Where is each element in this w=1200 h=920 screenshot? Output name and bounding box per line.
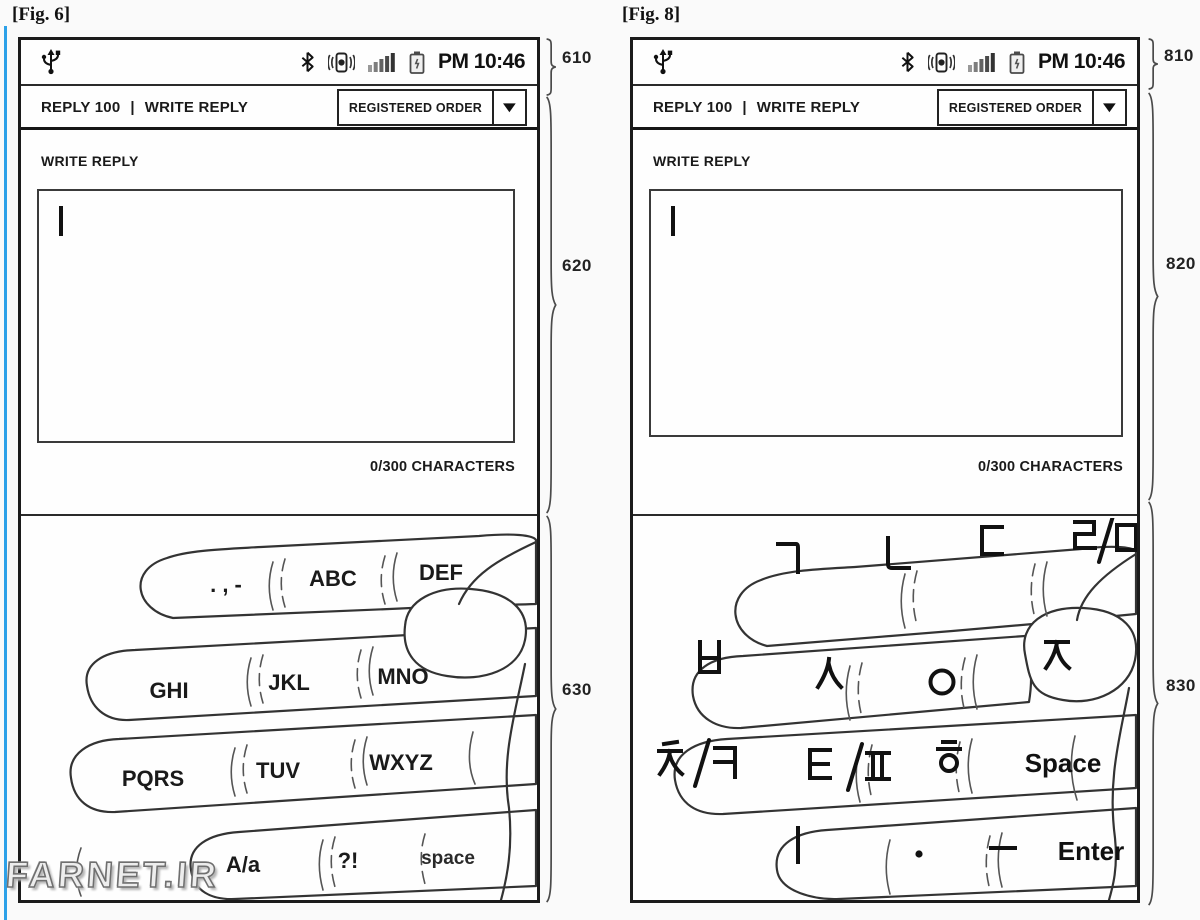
- signal-strength-icon: [368, 52, 396, 72]
- key-mno[interactable]: MNO: [377, 664, 429, 689]
- brace-810: [1146, 39, 1159, 89]
- bluetooth-icon: [900, 51, 915, 73]
- dropdown-arrow-box[interactable]: [492, 91, 525, 124]
- key-ghi[interactable]: GHI: [149, 678, 189, 703]
- text-cursor: [59, 206, 63, 236]
- brace-610: [544, 39, 557, 95]
- usb-connected-icon: [651, 48, 675, 76]
- battery-icon: [409, 51, 425, 74]
- status-bar: [633, 40, 1137, 86]
- dropdown-arrow-icon: ▼: [1098, 99, 1121, 116]
- finger-keyboard-area: [633, 518, 1137, 900]
- registered-order-button[interactable]: [937, 89, 1127, 126]
- reply-textarea[interactable]: [649, 189, 1123, 437]
- key-def[interactable]: DEF: [419, 560, 463, 585]
- key-space[interactable]: Space: [1024, 748, 1102, 778]
- header-separator: |: [742, 99, 747, 116]
- key-symbols[interactable]: ?!: [337, 848, 359, 873]
- clock: PM 10:46: [1037, 50, 1125, 73]
- key-space[interactable]: space: [421, 848, 475, 869]
- brace-830: [1146, 502, 1159, 905]
- key-digeut[interactable]: [982, 527, 1002, 554]
- char-counter: 0/300 CHARACTERS: [977, 459, 1123, 475]
- reply-count: REPLY 100: [653, 99, 733, 116]
- compose-section: [633, 133, 1137, 516]
- figure-label-fig8: [Fig. 8]: [622, 4, 681, 25]
- key-jkl[interactable]: JKL: [268, 670, 310, 695]
- brace-820: [1146, 93, 1159, 500]
- battery-icon: [1009, 51, 1025, 74]
- bluetooth-icon: [300, 51, 315, 73]
- char-counter: 0/300 CHARACTERS: [369, 459, 515, 475]
- hand-keyboard-illustration: [633, 518, 1137, 900]
- watermark: FARNET.IR: [4, 854, 221, 895]
- write-reply-menu[interactable]: WRITE REPLY: [756, 99, 861, 116]
- text-cursor: [671, 206, 675, 236]
- brace-620: [544, 97, 557, 513]
- finger-ring: [71, 715, 536, 812]
- header-separator: |: [130, 99, 135, 116]
- ref-630: 630: [562, 680, 592, 699]
- key-punct[interactable]: . , -: [210, 572, 242, 597]
- ref-810: 810: [1164, 46, 1194, 65]
- reply-header: [21, 88, 537, 130]
- write-reply-menu[interactable]: WRITE REPLY: [144, 99, 249, 116]
- ref-610: 610: [562, 48, 592, 67]
- clock: PM 10:46: [437, 50, 525, 73]
- key-pqrs[interactable]: PQRS: [121, 766, 185, 791]
- finger-middle: [693, 636, 1032, 728]
- phone-screen-fig6: [18, 37, 540, 903]
- key-abc[interactable]: ABC: [309, 566, 357, 591]
- key-wxyz[interactable]: WXYZ: [369, 750, 433, 775]
- ref-620: 620: [562, 256, 592, 275]
- dropdown-arrow-icon: ▼: [498, 99, 521, 116]
- left-edge-line: [4, 26, 7, 920]
- signal-strength-icon: [968, 52, 996, 72]
- dropdown-arrow-box[interactable]: [1092, 91, 1125, 124]
- vibrate-mode-icon: [928, 52, 955, 73]
- key-enter[interactable]: Enter: [1057, 836, 1125, 866]
- write-reply-label: WRITE REPLY: [41, 153, 139, 169]
- figure-label-fig6: [Fig. 6]: [12, 4, 71, 25]
- ref-820: 820: [1166, 254, 1196, 273]
- ref-830: 830: [1166, 676, 1196, 695]
- compose-section: [21, 133, 537, 516]
- brace-630: [544, 516, 557, 902]
- thumb: [1024, 608, 1136, 701]
- registered-order-button[interactable]: [337, 89, 527, 126]
- reply-count: REPLY 100: [41, 99, 121, 116]
- usb-connected-icon: [39, 48, 63, 76]
- key-dot[interactable]: [915, 850, 922, 857]
- status-bar: [21, 40, 537, 86]
- finger-keyboard-area: [21, 518, 537, 900]
- key-shift[interactable]: A/a: [225, 852, 261, 877]
- phone-screen-fig8: [630, 37, 1140, 903]
- key-tuv[interactable]: TUV: [256, 758, 300, 783]
- vibrate-mode-icon: [328, 52, 355, 73]
- write-reply-label: WRITE REPLY: [653, 153, 751, 169]
- reply-textarea[interactable]: [37, 189, 515, 443]
- reply-header: [633, 88, 1137, 130]
- key-giyeok[interactable]: [778, 544, 798, 572]
- registered-order-label: REGISTERED ORDER: [348, 100, 482, 115]
- registered-order-label: REGISTERED ORDER: [948, 100, 1082, 115]
- hand-keyboard-illustration: [21, 518, 537, 900]
